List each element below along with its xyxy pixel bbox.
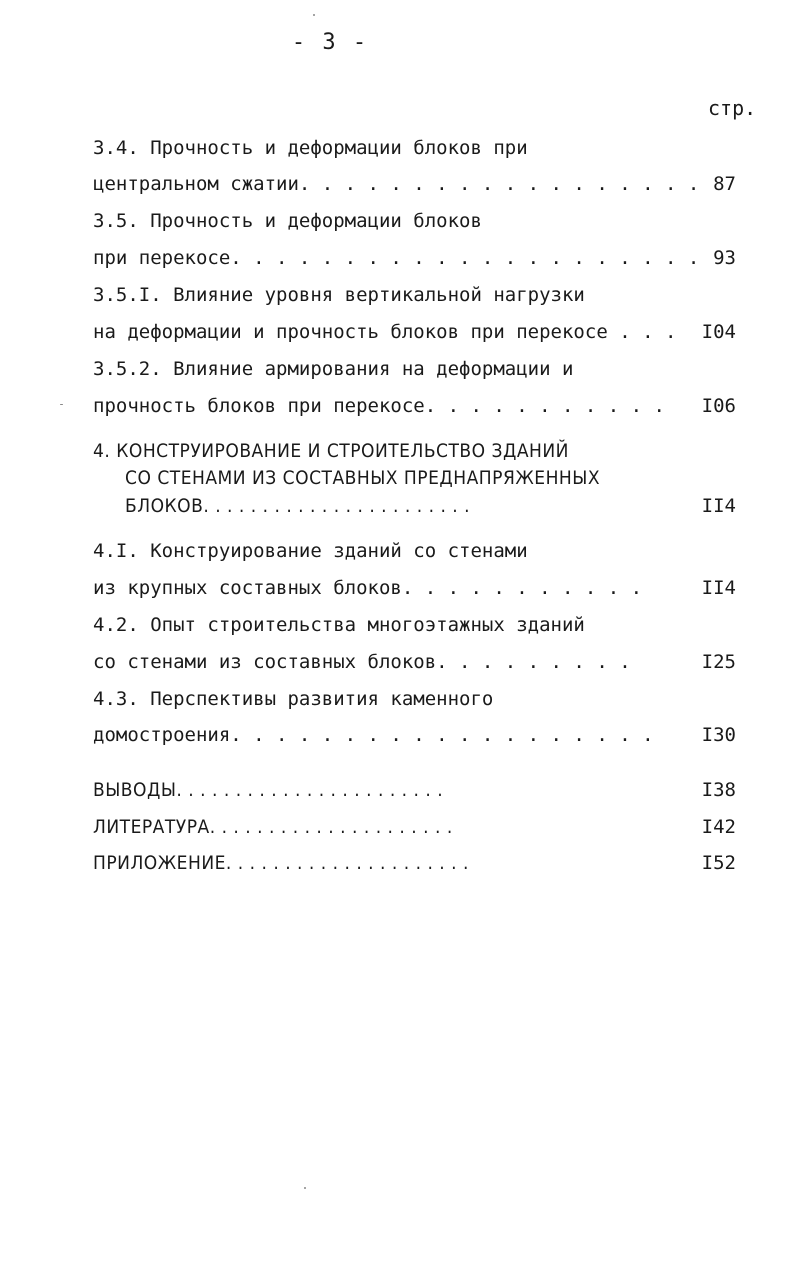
toc-entry-text: на деформации и прочность блоков при перекосе . . . <box>93 321 677 343</box>
toc-entry-text: 3.5.I. Влияние уровня вертикальной нагрузки <box>93 284 585 306</box>
toc-entry-page: I38 <box>701 779 736 801</box>
toc-entry-page: 93 <box>713 247 736 269</box>
toc-entry-page: 87 <box>713 173 736 195</box>
scan-speck <box>313 14 315 16</box>
toc-entry-text: 3.4. Прочность и деформации блоков при <box>93 137 528 159</box>
toc-entry-text: центральном сжатии. . . . . . . . . . . . . . . . . . <box>93 173 700 195</box>
toc-entry-text: 4.I. Конструирование зданий со стенами <box>93 540 528 562</box>
toc-entry-text: прочность блоков при перекосе. . . . . . . . . . . <box>93 395 665 417</box>
toc-entry-text: 3.5. Прочность и деформации блоков <box>93 210 482 232</box>
toc-entry-text: 4.3. Перспективы развития каменного <box>93 688 494 710</box>
toc-entry-text: из крупных составных блоков. . . . . . . . . . . <box>93 577 643 599</box>
toc-entry-page: I52 <box>701 852 736 874</box>
toc-section-text: ЛИТЕРАТУРА. . . . . . . . . . . . . . . . . . . . . <box>93 816 453 838</box>
page-number: - 3 - <box>291 30 369 55</box>
toc-entry-text: при перекосе. . . . . . . . . . . . . . . . . . . . . <box>93 247 700 269</box>
scan-speck <box>304 1187 306 1189</box>
toc-entry-page: I06 <box>701 395 736 417</box>
toc-chapter-text: 4. КОНСТРУИРОВАНИЕ И СТРОИТЕЛЬСТВО ЗДАНИЙ <box>93 440 569 462</box>
toc-entry-text: домостроения. . . . . . . . . . . . . . . . . . . <box>93 724 654 746</box>
toc-chapter-text: СО СТЕНАМИ ИЗ СОСТАВНЫХ ПРЕДНАПРЯЖЕННЫХ <box>125 467 601 489</box>
toc-entry-page: I42 <box>701 816 736 838</box>
toc-chapter-text: БЛОКОВ. . . . . . . . . . . . . . . . . . . . . . . <box>125 495 471 517</box>
toc-section-text: ПРИЛОЖЕНИЕ. . . . . . . . . . . . . . . . . . . . . <box>93 852 469 874</box>
toc-entry-page: I30 <box>701 724 736 746</box>
toc-entry-text: со стенами из составных блоков. . . . . . . . . <box>93 651 631 673</box>
scan-speck <box>60 404 63 405</box>
toc-entry-page: II4 <box>701 495 736 517</box>
toc-entry-text: 4.2. Опыт строительства многоэтажных зданий <box>93 614 585 636</box>
toc-entry-text: 3.5.2. Влияние армирования на деформации и <box>93 358 574 380</box>
toc-entry-page: I25 <box>701 651 736 673</box>
toc-entry-page: I04 <box>701 321 736 343</box>
toc-section-text: ВЫВОДЫ. . . . . . . . . . . . . . . . . . . . . . . <box>93 779 444 801</box>
toc-entry-page: II4 <box>701 577 736 599</box>
page-column-label: стр. <box>708 96 757 120</box>
